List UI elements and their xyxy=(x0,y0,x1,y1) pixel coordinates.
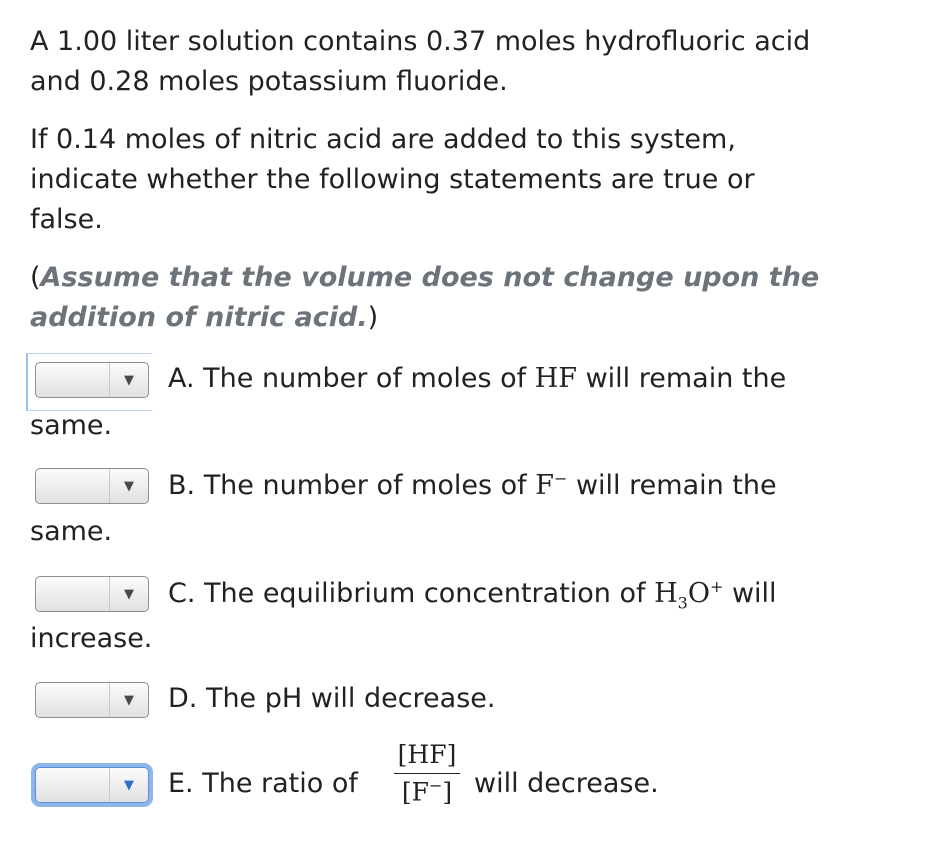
ratio-denominator-species: [F xyxy=(401,777,429,807)
assumption-close-paren: ) xyxy=(367,302,379,333)
statement-b-continuation: same. xyxy=(30,516,113,547)
chevron-down-icon: ▼ xyxy=(109,768,148,802)
statement-a-select[interactable] xyxy=(35,362,149,398)
statement-a-suffix: will remain the xyxy=(577,363,787,394)
statement-a-select-value xyxy=(36,363,109,397)
statement-c-text xyxy=(168,577,777,612)
ratio-denominator xyxy=(394,774,460,806)
statement-c-species-h: H xyxy=(654,578,678,609)
intro-line-1: A 1.00 liter solution contains 0.37 moles hydrofluoric acid xyxy=(30,26,811,57)
statement-b-select-value xyxy=(36,469,109,503)
statement-d-text: D. The pH will decrease. xyxy=(168,683,496,714)
question-line-2: indicate whether the following statements are true or xyxy=(30,164,755,195)
ratio-denominator-charge: − xyxy=(428,776,443,795)
ratio-numerator: [HF] xyxy=(394,740,460,774)
statement-b-species: F xyxy=(535,470,554,501)
ratio-fraction xyxy=(394,740,460,806)
assumption-open-paren: ( xyxy=(30,262,41,293)
statement-c-charge: + xyxy=(709,577,724,596)
statement-b-select[interactable] xyxy=(35,468,149,504)
statement-c-species-o: O xyxy=(687,578,710,609)
assumption-note xyxy=(30,258,920,338)
question-line-1: If 0.14 moles of nitric acid are added to this system, xyxy=(30,124,736,155)
statement-a-text xyxy=(168,363,786,394)
statement-e-select-value xyxy=(36,768,109,802)
chevron-down-icon: ▼ xyxy=(109,363,148,397)
statement-a-continuation: same. xyxy=(30,410,113,441)
statement-b-text xyxy=(168,469,777,501)
statement-e-prefix: E. The ratio of xyxy=(168,768,358,799)
statement-c-suffix: will xyxy=(723,578,777,609)
statement-b-suffix: will remain the xyxy=(567,470,777,501)
chevron-down-icon: ▼ xyxy=(109,469,148,503)
statement-d-select[interactable] xyxy=(35,682,149,718)
statement-d-select-value xyxy=(36,683,109,717)
statement-e-suffix: will decrease. xyxy=(474,768,659,799)
statement-a-prefix: A. The number of moles of xyxy=(168,363,535,394)
statement-b-prefix: B. The number of moles of xyxy=(168,470,536,501)
statement-c-subscript: 3 xyxy=(677,593,688,613)
ratio-denominator-close: ] xyxy=(442,777,453,807)
chevron-down-icon: ▼ xyxy=(109,683,148,717)
statement-c-continuation: increase. xyxy=(30,623,153,654)
statement-b-charge: − xyxy=(553,469,568,488)
statement-e-select[interactable] xyxy=(35,767,149,803)
statement-c-prefix: C. The equilibrium concentration of xyxy=(168,578,655,609)
assumption-text: Assume that the volume does not change upon the addition of nitric acid. xyxy=(30,262,820,333)
chevron-down-icon: ▼ xyxy=(109,577,148,611)
question-line-3: false. xyxy=(30,204,103,235)
statement-a-species: HF xyxy=(534,363,577,394)
statement-c-select-value xyxy=(36,577,109,611)
intro-line-2: and 0.28 moles potassium fluoride. xyxy=(30,66,508,97)
statement-c-select[interactable] xyxy=(35,576,149,612)
